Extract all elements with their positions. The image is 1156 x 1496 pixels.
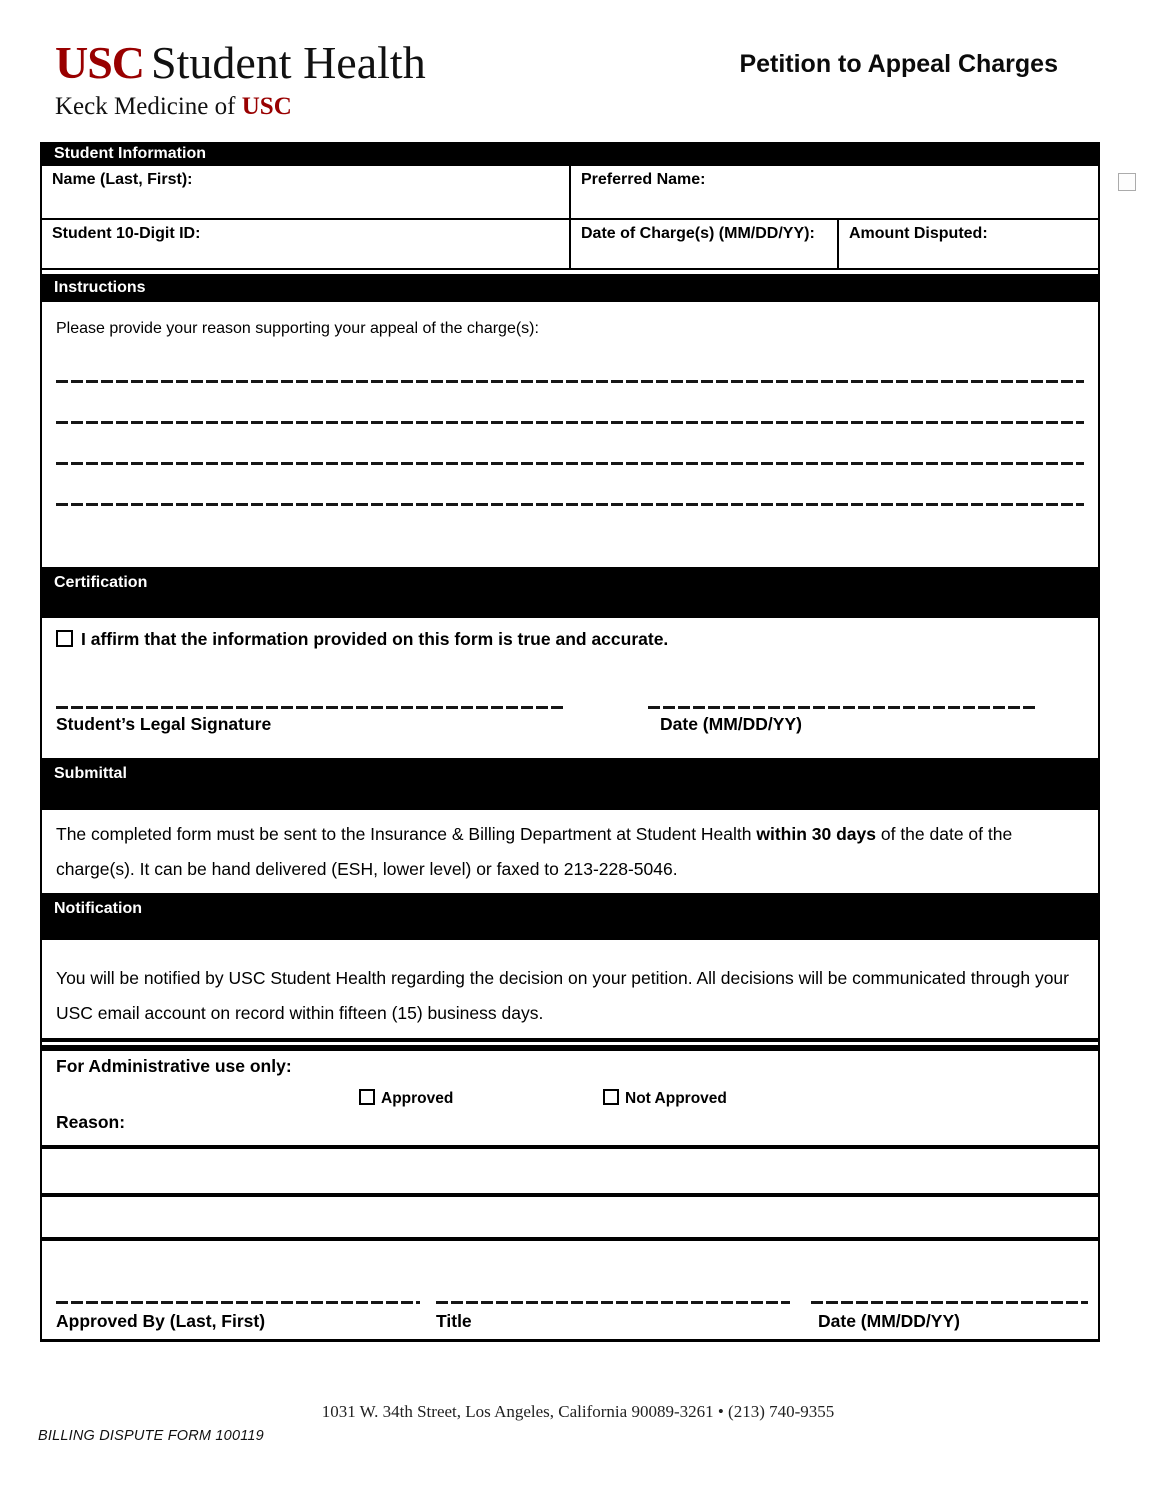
logo-line2 xyxy=(55,94,426,119)
admin-box xyxy=(42,1051,1098,1145)
not-approved-label: Not Approved xyxy=(625,1090,727,1107)
footer-address: 1031 W. 34th Street, Los Angeles, California 90089-3261 • (213) 740-9355 xyxy=(321,1402,835,1421)
logo-keck-prefix: Keck Medicine of xyxy=(55,93,242,120)
logo-line1 xyxy=(55,37,426,88)
approved-label: Approved xyxy=(381,1090,454,1107)
approved-by-label: Approved By (Last, First) xyxy=(56,1311,266,1331)
affirm-statement xyxy=(56,629,668,650)
certification-box xyxy=(42,618,1098,758)
not-approved-checkbox[interactable] xyxy=(603,1089,619,1105)
submittal-text xyxy=(56,817,1080,887)
section-header-notification: Notification xyxy=(42,893,1098,940)
student-info-row-1 xyxy=(42,166,1098,220)
logo-student-health-text: Student Health xyxy=(151,37,426,88)
logo-keck-usc-text: USC xyxy=(241,93,292,120)
admin-section-title: For Administrative use only: xyxy=(56,1056,292,1076)
reason-blank-line-4[interactable] xyxy=(56,503,1084,506)
petition-form xyxy=(40,142,1100,1342)
usc-student-health-logo xyxy=(55,37,426,120)
footer-form-id: BILLING DISPUTE FORM 100119 xyxy=(38,1428,264,1444)
title-line[interactable] xyxy=(436,1301,790,1304)
instructions-prompt: Please provide your reason supporting your appeal of the charge(s): xyxy=(56,320,539,337)
affirm-text: I affirm that the information provided on this form is true and accurate. xyxy=(81,629,669,649)
approval-date-line[interactable] xyxy=(811,1301,1088,1304)
section-header-submittal: Submittal xyxy=(42,758,1098,810)
logo-usc-text: USC xyxy=(55,37,145,88)
section-separator xyxy=(42,1038,1098,1051)
preferred-name-field-cell[interactable]: Preferred Name: xyxy=(581,171,706,188)
section-header-certification: Certification xyxy=(42,567,1098,618)
affirm-checkbox[interactable] xyxy=(56,630,73,647)
reason-label: Reason: xyxy=(56,1112,126,1132)
page-title: Petition to Appeal Charges xyxy=(739,50,1058,78)
reason-blank-line-2[interactable] xyxy=(56,421,1084,424)
amount-disputed-field-cell[interactable]: Amount Disputed: xyxy=(849,225,988,242)
submittal-box xyxy=(42,810,1098,893)
reason-blank-line-3[interactable] xyxy=(56,462,1084,465)
submittal-text-before: The completed form must be sent to the Insurance & Billing Department at Student Health xyxy=(56,824,757,844)
approved-by-line[interactable] xyxy=(56,1301,420,1304)
signature-date-line[interactable] xyxy=(648,706,1038,709)
reason-blank-line-1[interactable] xyxy=(56,380,1084,383)
instructions-box xyxy=(42,302,1098,567)
student-signature-line[interactable] xyxy=(56,706,566,709)
stray-checkbox[interactable] xyxy=(1118,173,1136,191)
approval-date-label: Date (MM/DD/YY) xyxy=(818,1311,960,1331)
section-header-student-information: Student Information xyxy=(42,142,1098,166)
approved-option[interactable] xyxy=(359,1089,453,1108)
signature-date-label: Date (MM/DD/YY) xyxy=(660,714,802,734)
section-header-instructions: Instructions xyxy=(42,274,1098,302)
submittal-text-after: of the date of the charge(s). It can be hand delivered (ESH, lower level) or faxed to 213-228-5046. xyxy=(56,824,1013,879)
notification-box xyxy=(42,940,1098,1038)
name-field-cell[interactable]: Name (Last, First): xyxy=(42,166,571,218)
submittal-text-bold: within 30 days xyxy=(756,824,876,844)
student-id-field-cell[interactable]: Student 10-Digit ID: xyxy=(42,220,571,268)
student-signature-label: Student’s Legal Signature xyxy=(56,714,272,734)
student-info-row-2 xyxy=(42,220,1098,270)
not-approved-option[interactable] xyxy=(603,1089,727,1108)
approval-signature-box xyxy=(42,1237,1098,1342)
title-label: Title xyxy=(436,1311,472,1331)
approved-checkbox[interactable] xyxy=(359,1089,375,1105)
reason-entry-row-1[interactable] xyxy=(42,1145,1098,1193)
reason-entry-row-2[interactable] xyxy=(42,1193,1098,1237)
date-of-charges-field-cell[interactable]: Date of Charge(s) (MM/DD/YY): xyxy=(571,220,839,268)
notification-text: You will be notified by USC Student Health regarding the decision on your petition. All decisions will be communicated through your USC email account on record within fifteen (15) business days. xyxy=(56,968,1069,1023)
